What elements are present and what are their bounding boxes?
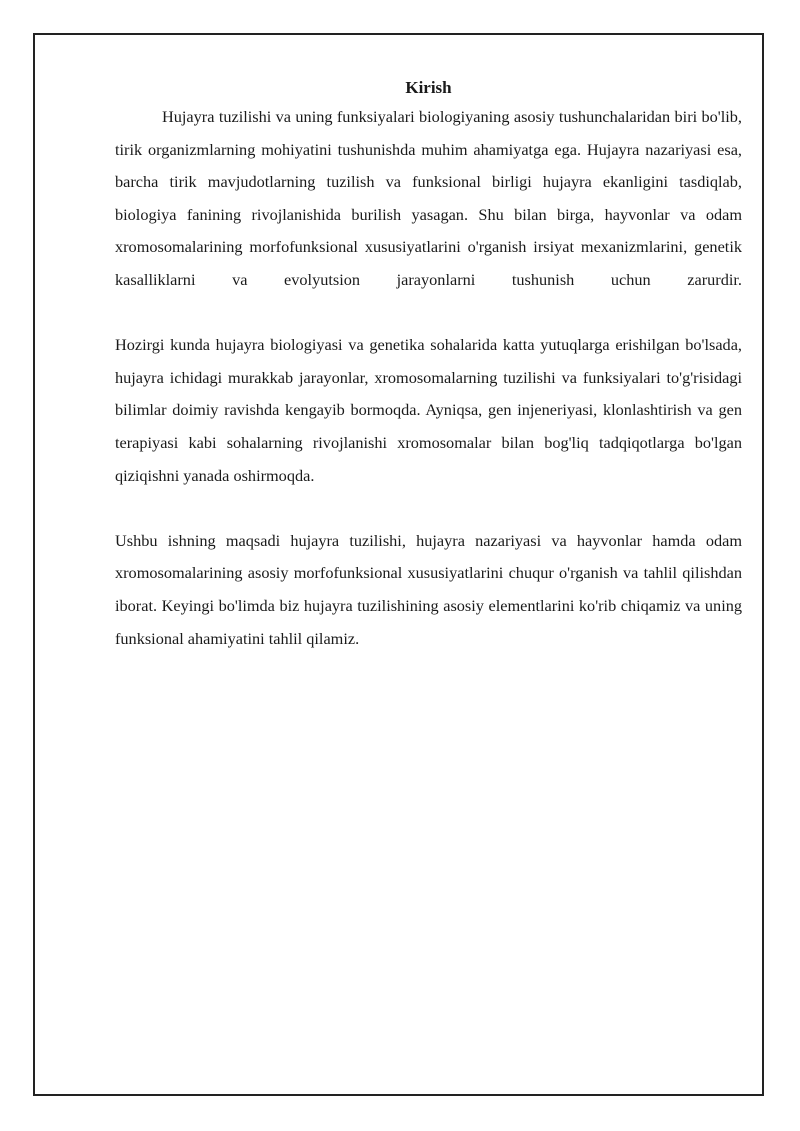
paragraph-intro: Hujayra tuzilishi va uning funksiyalari biologiyaning asosiy tushunchalaridan biri bo'lib, tirik organizmlarning mohiyatini tushunishda muhim ahamiyatga ega. Hujayra nazariyasi esa, barcha tirik mavjudotlarning tuzilish va funksional birligi hujayra ekanligini tasdiqlab, biologiya fanining rivojlanishida burilish yasagan. Shu bilan birga, hayvonlar va odam xromosomalarining morfofunksional xususiyatlarini o'rganish irsiyat mexanizmlarini, genetik kasalliklarni va evolyutsion jarayonlarni tushunish uchun zarurdir. — [115, 107, 742, 289]
document-body — [115, 76, 742, 688]
page-title: Kirish — [405, 78, 452, 97]
paragraph-current-state: Hozirgi kunda hujayra biologiyasi va genetika sohalarida katta yutuqlarga erishilgan bo'lsada, hujayra ichidagi murakkab jarayonlar, xromosomalarning tuzilishi va funksiyalari to'g'risidagi bilimlar doimiy ravishda kengayib bormoqda. Ayniqsa, gen injeneriyasi, klonlashtirish va gen terapiyasi kabi sohalarning rivojlanishi xromosomalar bilan bog'liq tadqiqotlarga bo'lgan qiziqishni yanada oshirmoqda. — [115, 335, 742, 485]
paragraph-goal: Ushbu ishning maqsadi hujayra tuzilishi, hujayra nazariyasi va hayvonlar hamda odam xromosomalarining asosiy morfofunksional xususiyatlarini chuqur o'rganish va tahlil qilishdan iborat. Keyingi bo'limda biz hujayra tuzilishining asosiy elementlarini ko'rib chiqamiz va uning funksional ahamiyatini tahlil qilamiz. — [115, 530, 742, 648]
